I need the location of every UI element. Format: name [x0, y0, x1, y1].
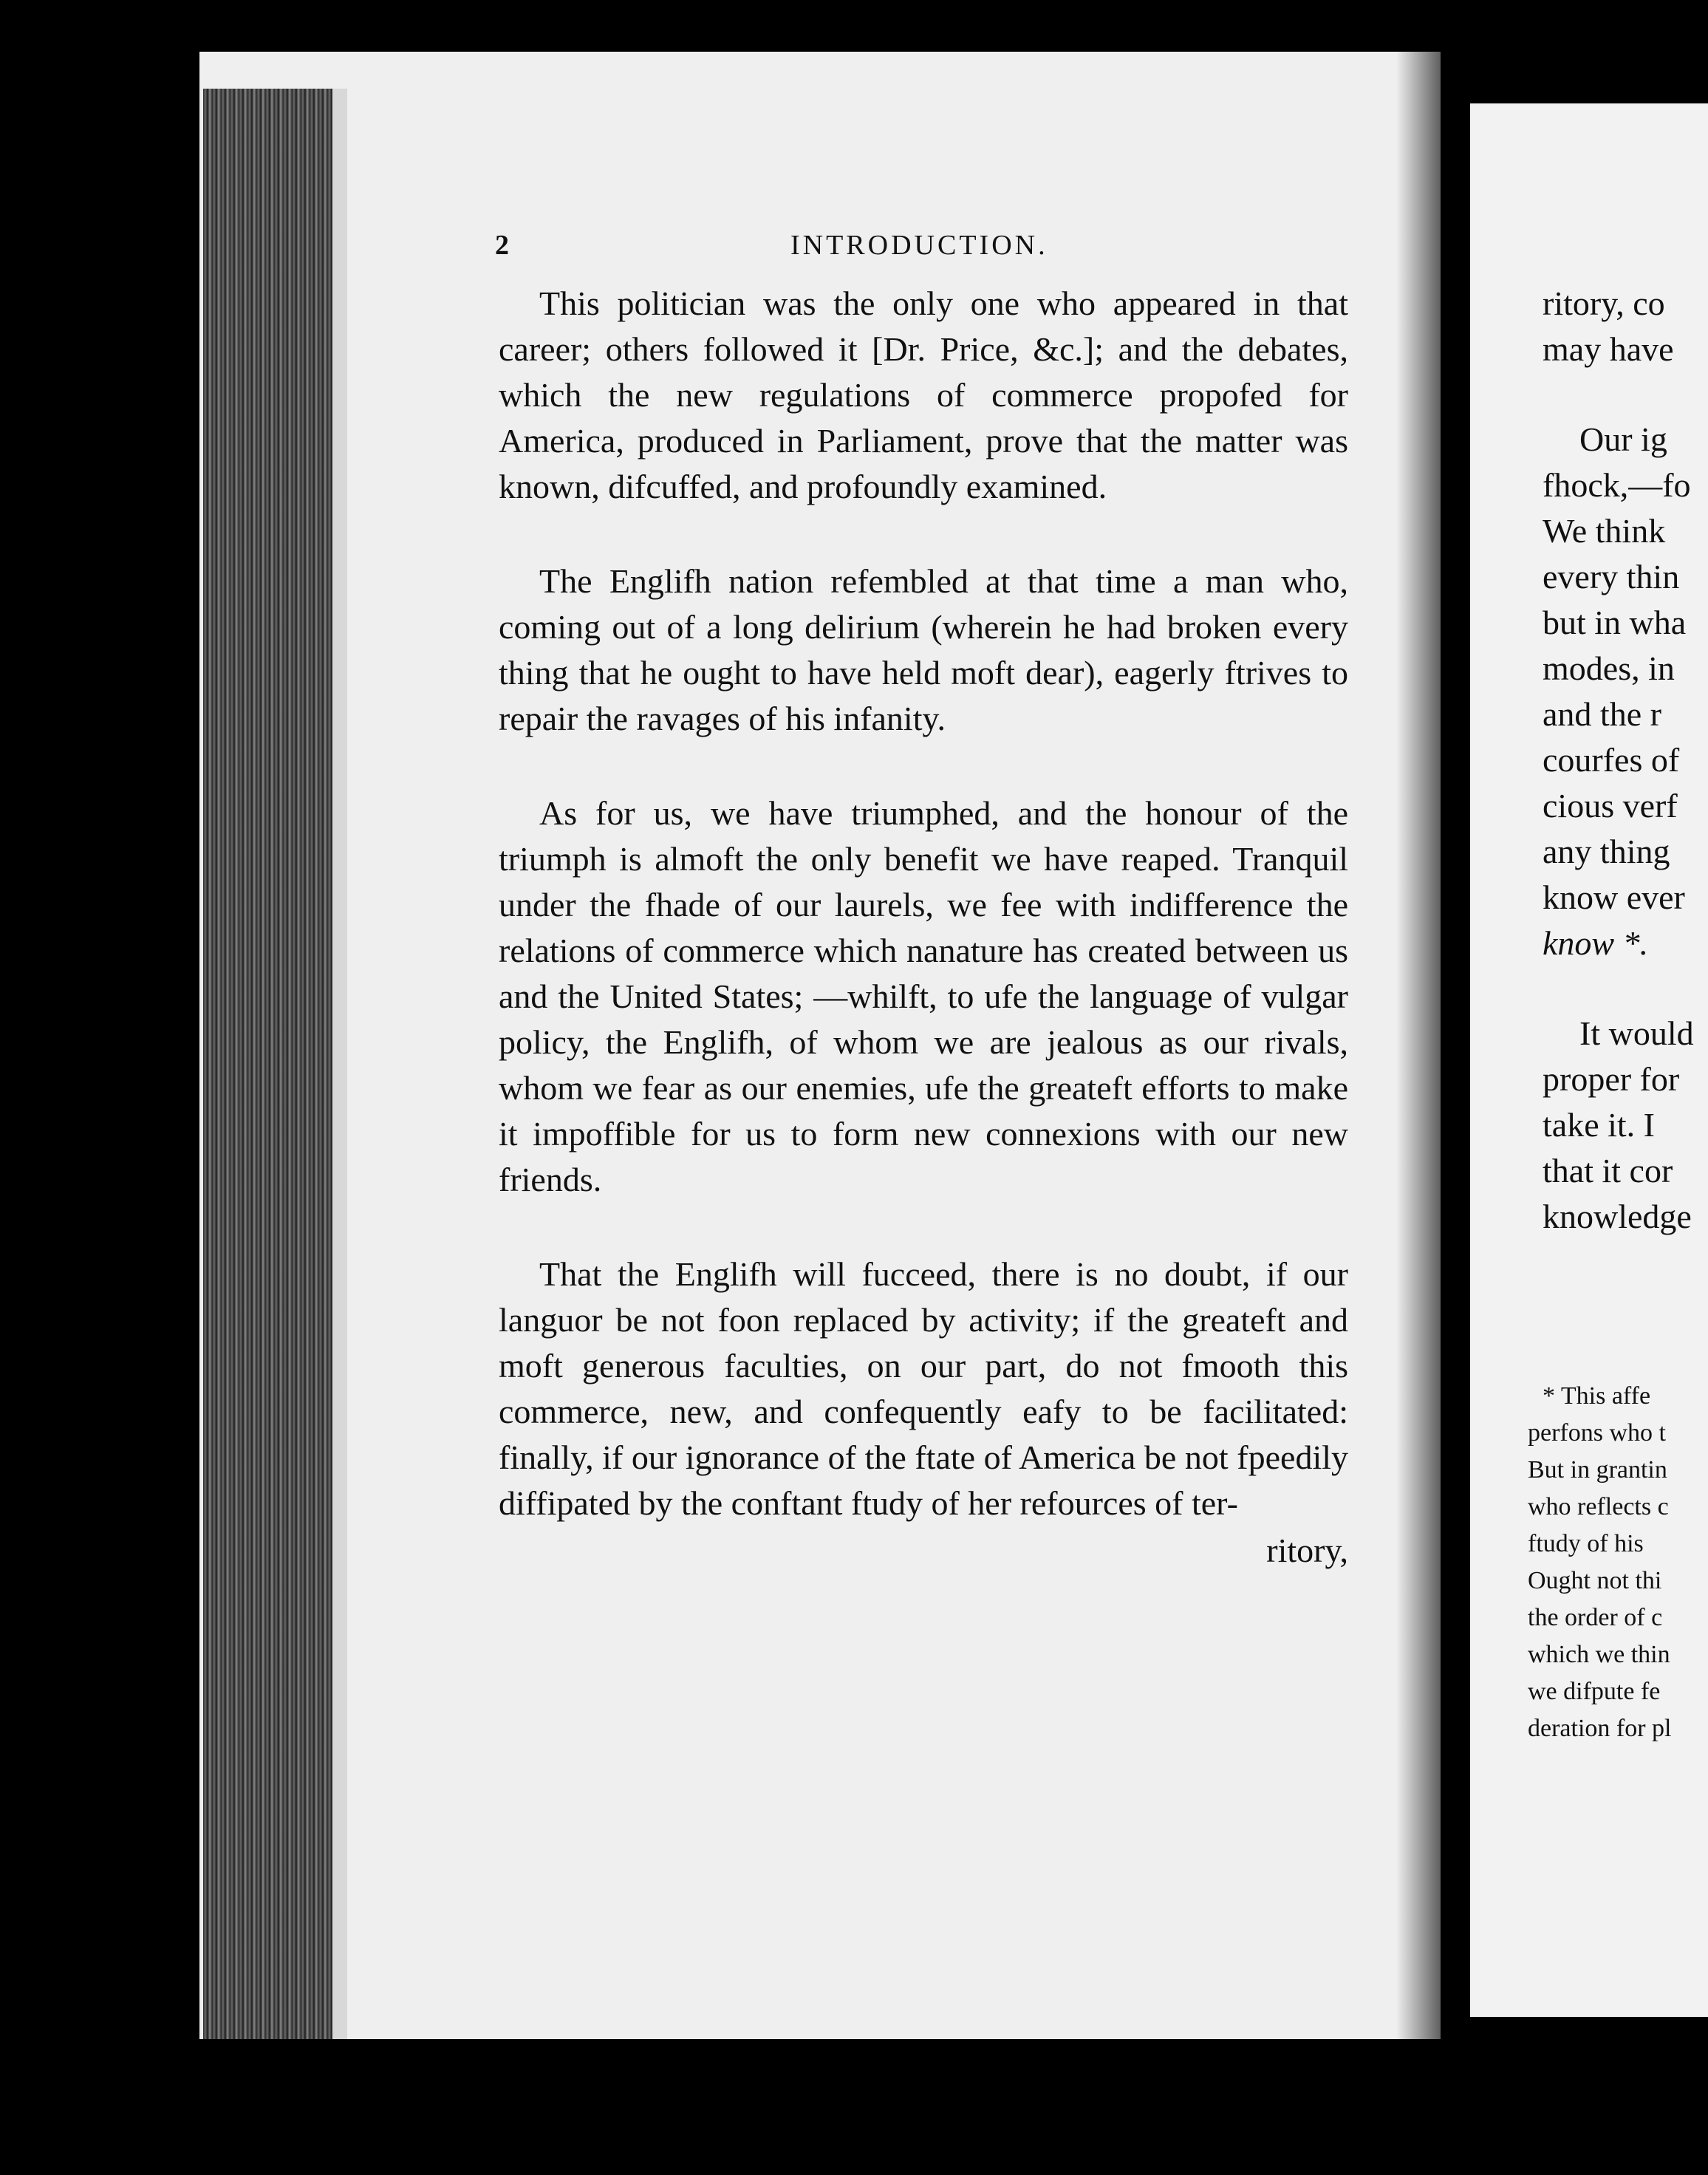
- right-line: take it. I: [1543, 1106, 1655, 1144]
- right-line: know ever: [1543, 878, 1685, 916]
- running-head: [495, 229, 1345, 270]
- paragraph-1: This politician was the only one who appeared in that career; others followed it [Dr. Price, &c.]; and the debates, which the new regulations of commerce propofed for America, produced in Parliament, prove that the matter was known, difcuffed, and profoundly examined.: [499, 284, 1348, 505]
- page-number: 2: [495, 230, 512, 261]
- footnote-line: * This affe: [1543, 1382, 1651, 1410]
- right-line: modes, in: [1543, 649, 1675, 687]
- right-line: and the r: [1543, 695, 1661, 733]
- right-line: cious verf: [1543, 787, 1678, 824]
- paragraph-4: That the Englifh will fucceed, there is no doubt, if our languor be not foon replaced by activity; if the greateft and moft generous faculties, on our part, do not fmooth this commerce, new, and confequently eafy to be facilitated: finally, if our ignorance of the ftate of America be not fpeedily diffipated by the conftant ftudy of her refources of ter-: [499, 1255, 1348, 1522]
- right-line: Our ig: [1579, 420, 1667, 458]
- footnote-line: perfons who t: [1528, 1419, 1666, 1447]
- right-line: We think: [1543, 512, 1666, 550]
- footnote-line: we difpute fe: [1528, 1678, 1661, 1705]
- right-line: any thing: [1543, 833, 1670, 870]
- footnote-line: who reflects c: [1528, 1493, 1669, 1520]
- right-line: know *.: [1543, 924, 1649, 962]
- right-line: fhock,—fo: [1543, 466, 1691, 504]
- right-line: proper for: [1543, 1060, 1680, 1098]
- right-line: that it cor: [1543, 1152, 1673, 1189]
- right-line: every thin: [1543, 558, 1680, 595]
- book-page-edges: [203, 89, 332, 2039]
- right-line: courfes of: [1543, 741, 1680, 779]
- right-line: It would: [1579, 1014, 1694, 1052]
- footnote-line: which we thin: [1528, 1641, 1670, 1668]
- footnote-line: Ought not thi: [1528, 1567, 1662, 1594]
- running-title: INTRODUCTION.: [790, 230, 1048, 261]
- gutter-shadow: [1396, 52, 1463, 2039]
- right-page-footnote: [1528, 1378, 1708, 1747]
- right-page-text: [1543, 281, 1708, 1240]
- paragraph-3: As for us, we have triumphed, and the honour of the triumph is almoft the only benefit we have reaped. Tranquil under the fhade of our laurels, we fee with indifference the relations of commerce which nanature has created between us and the United States; —whilft, to ufe the language of vulgar policy, the Englifh, of whom we are jealous as our rivals, whom we fear as our enemies, ufe the greateft efforts to make it impoffible for us to form new connexions with our new friends.: [499, 794, 1348, 1198]
- footnote-line: But in grantin: [1528, 1456, 1667, 1483]
- left-page-text: [499, 281, 1348, 1574]
- catchword: ritory,: [1266, 1532, 1348, 1569]
- footnote-line: deration for pl: [1528, 1715, 1672, 1742]
- right-line: ritory, co: [1543, 284, 1665, 322]
- footnote-line: ftudy of his: [1528, 1530, 1644, 1557]
- right-line: but in wha: [1543, 604, 1687, 641]
- right-line: knowledge: [1543, 1198, 1692, 1235]
- right-line: may have: [1543, 330, 1674, 368]
- left-page-margin: [332, 89, 347, 2039]
- footnote-line: the order of c: [1528, 1604, 1663, 1631]
- paragraph-2: The Englifh nation refembled at that time a man who, coming out of a long delirium (wherein he had broken every thing that he ought to have held moft dear), eagerly ftrives to repair the ravages of his infanity.: [499, 562, 1348, 737]
